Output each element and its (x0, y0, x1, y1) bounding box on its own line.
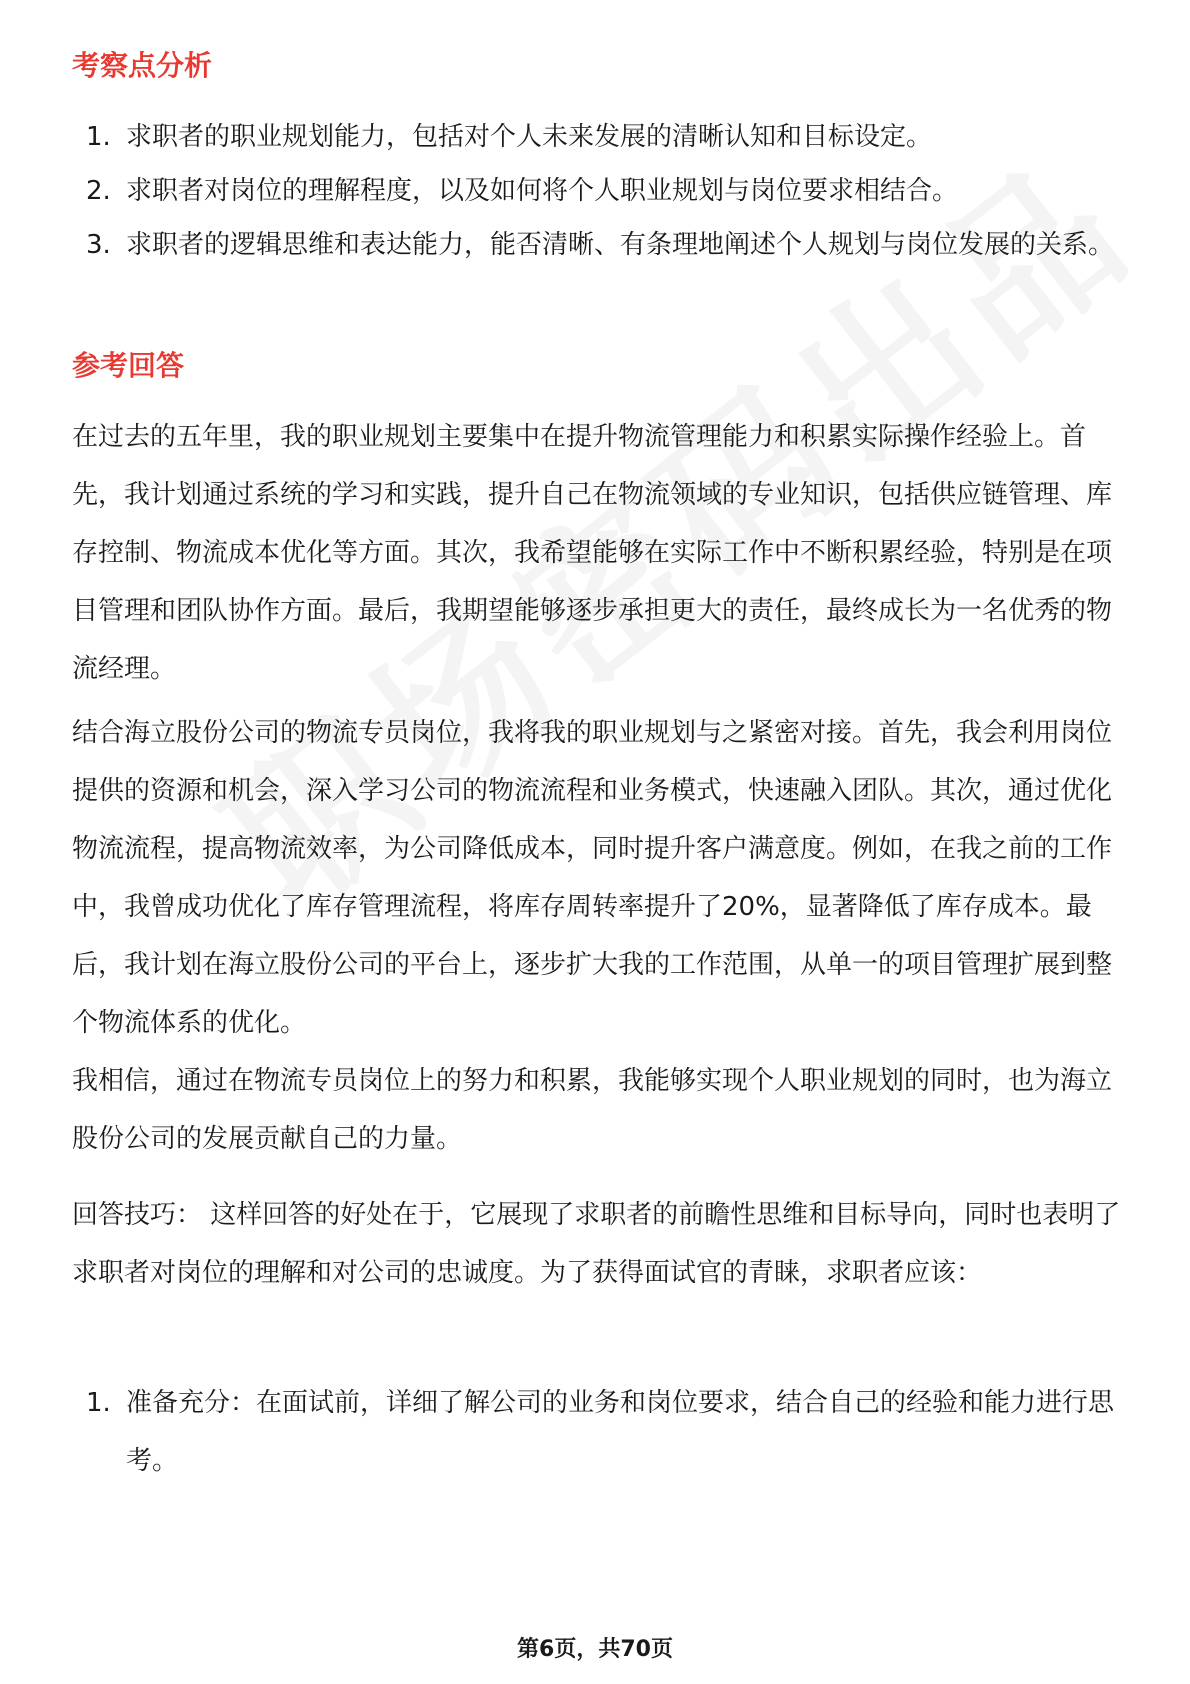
answer-paragraph: 在过去的五年里，我的职业规划主要集中在提升物流管理能力和积累实际操作经验上。首先，我计划通过系统的学习和实践，提升自己在物流领域的专业知识，包括供应链管理、库存控制、物流成本优化等方面。其次，我希望能够在实际工作中不断积累经验，特别是在项目管理和团队协作方面。最后，我期望能够逐步承担更大的责任，最终成长为一名优秀的物流经理。 (72, 422, 1113, 684)
page-number: 第6页，共70页 (517, 1637, 673, 1662)
answer-heading: 参考回答 (72, 349, 185, 382)
list-number: 1. (86, 1388, 111, 1418)
list-number: 1. (86, 122, 111, 152)
analysis-heading: 考察点分析 (72, 49, 213, 82)
answer-paragraph: 我相信，通过在物流专员岗位上的努力和积累，我能够实现个人职业规划的同时，也为海立股份公司的发展贡献自己的力量。 (72, 1066, 1113, 1154)
answer-paragraph: 结合海立股份公司的物流专员岗位，我将我的职业规划与之紧密对接。首先，我会利用岗位提供的资源和机会，深入学习公司的物流流程和业务模式，快速融入团队。其次，通过优化物流流程，提高物流效率，为公司降低成本，同时提升客户满意度。例如，在我之前的工作中，我曾成功优化了库存管理流程，将库存周转率提升了20%，显著降低了库存成本。最后，我计划在海立股份公司的平台上，逐步扩大我的工作范围，从单一的项目管理扩展到整个物流体系的优化。 (72, 718, 1113, 1038)
tips-list-item (86, 1374, 1126, 1490)
list-number: 3. (86, 230, 111, 260)
analysis-list-item (86, 162, 1126, 220)
tips-paragraph: 回答技巧： 这样回答的好处在于，它展现了求职者的前瞻性思维和目标导向，同时也表明了求职者对岗位的理解和对公司的忠诚度。为了获得面试官的青睐，求职者应该： (72, 1200, 1121, 1288)
analysis-list-item (86, 216, 1126, 274)
analysis-list-item (86, 108, 1126, 166)
list-text: 求职者对岗位的理解程度，以及如何将个人职业规划与岗位要求相结合。 (126, 176, 959, 206)
list-text: 准备充分：在面试前，详细了解公司的业务和岗位要求，结合自己的经验和能力进行思考。 (126, 1388, 1115, 1476)
list-text: 求职者的职业规划能力，包括对个人未来发展的清晰认知和目标设定。 (126, 122, 933, 152)
list-text: 求职者的逻辑思维和表达能力，能否清晰、有条理地阐述个人规划与岗位发展的关系。 (126, 230, 1115, 260)
list-number: 2. (86, 176, 111, 206)
